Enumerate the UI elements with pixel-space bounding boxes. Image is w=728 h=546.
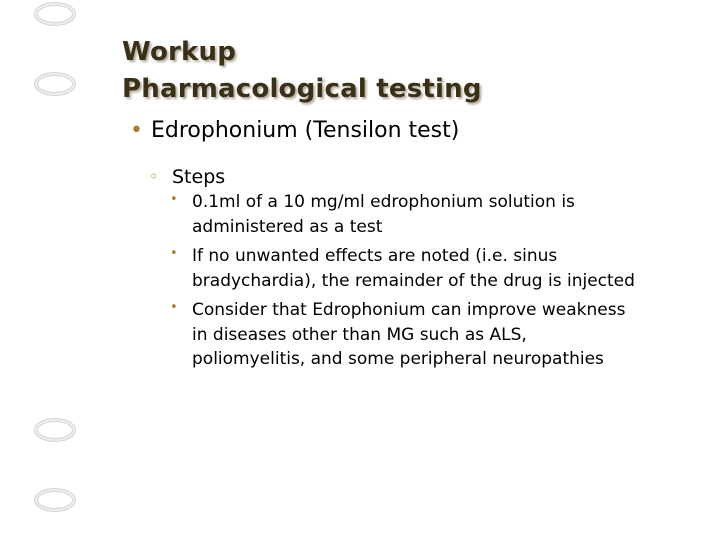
bullet-level-2 — [149, 164, 720, 190]
step-text-line: Consider that Edrophonium can improve weakness — [192, 300, 626, 320]
step-text-line: If no unwanted effects are noted (i.e. sinus — [192, 246, 558, 266]
step-list — [130, 190, 720, 372]
binder-ring — [36, 420, 74, 440]
step-text — [192, 190, 720, 239]
binder-ring — [36, 4, 74, 24]
bullet-level-1 — [130, 116, 720, 146]
hollow-circle-bullet-icon: ◦ — [149, 167, 159, 186]
step-item — [170, 190, 720, 239]
slide-title — [122, 34, 482, 108]
slide-content — [130, 116, 720, 372]
step-text-line: administered as a test — [192, 216, 383, 237]
small-dot-bullet-icon: • — [170, 300, 178, 315]
step-item — [170, 244, 720, 293]
bullet-text: Edrophonium (Tensilon test) — [151, 118, 460, 143]
title-line-1: Workup — [122, 37, 237, 67]
step-text-line: 0.1ml of a 10 mg/ml edrophonium solution is — [192, 192, 575, 212]
step-text — [192, 298, 720, 372]
step-text — [192, 244, 720, 293]
bullet-dot-icon: • — [130, 118, 143, 143]
step-text-line: in diseases other than MG such as ALS, — [192, 324, 527, 345]
binder-ring — [36, 490, 74, 510]
sub-bullet-text: Steps — [172, 166, 226, 188]
small-dot-bullet-icon: • — [170, 192, 178, 207]
binder-rings-decoration — [0, 0, 96, 546]
step-item — [170, 298, 720, 372]
small-dot-bullet-icon: • — [170, 246, 178, 261]
step-text-line: poliomyelitis, and some peripheral neuropathies — [192, 349, 604, 369]
binder-ring — [36, 74, 74, 94]
title-line-2: Pharmacological testing — [122, 74, 482, 104]
step-text-line: bradychardia), the remainder of the drug is injected — [192, 270, 635, 291]
